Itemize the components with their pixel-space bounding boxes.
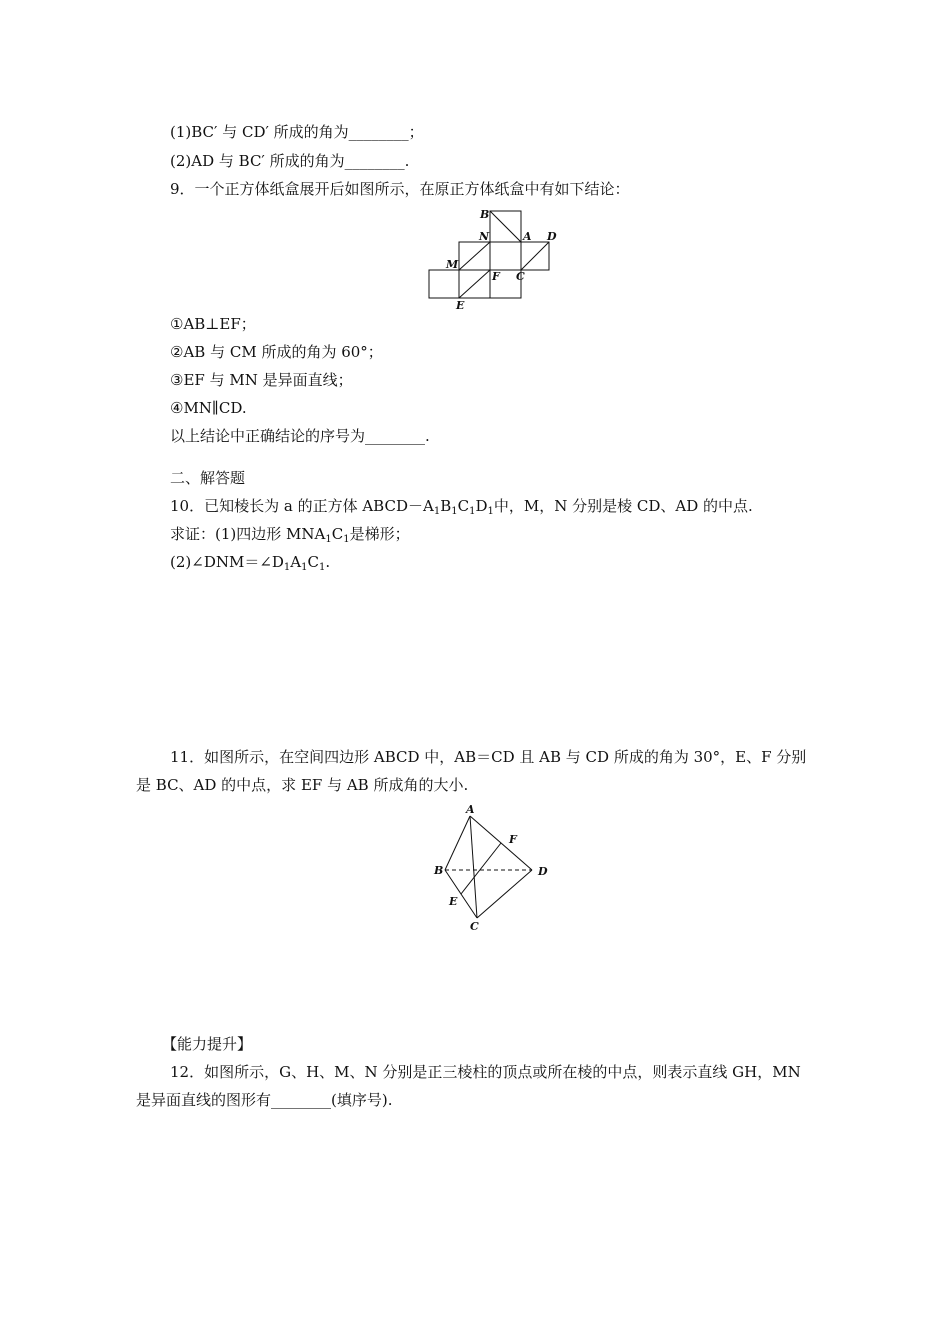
q9-question: 以上结论中正确结论的序号为________. [170, 427, 430, 445]
label-C: C [516, 270, 525, 283]
q11-line-1: 11．如图所示，在空间四边形 ABCD 中，AB＝CD 且 AB 与 CD 所成的角为 30°，E、F 分别 [170, 748, 807, 766]
cube-net-figure [420, 205, 570, 313]
label-B: B [434, 864, 444, 877]
label-E: E [456, 299, 465, 312]
label-A: A [523, 230, 532, 243]
q12-line-1: 12．如图所示，G、H、M、N 分别是正三棱柱的顶点或所在棱的中点，则表示直线 GH，MN [170, 1063, 801, 1081]
q8-part1: (1)BC′ 与 CD′ 所成的角为________； [170, 123, 424, 141]
label-C: C [470, 920, 479, 933]
q10-line-2: 求证：(1)四边形 $MNA_1C_1$是梯形； [170, 525, 410, 545]
label-D: D [547, 230, 557, 243]
q9-conclusion-4: ④MN∥CD. [170, 399, 247, 417]
label-F: F [492, 270, 500, 283]
tetrahedron-figure [428, 802, 556, 936]
q10-line-3: $(2)\angle DNM=\angle D_1A_1C_1$. [170, 553, 331, 573]
q9-conclusion-3: ③EF 与 MN 是异面直线； [170, 371, 353, 389]
q9-stem: 9．一个正方体纸盒展开后如图所示，在原正方体纸盒中有如下结论： [170, 180, 630, 198]
ability-heading: 【能力提升】 [162, 1035, 253, 1053]
q11-line-2: 是 BC、AD 的中点，求 EF 与 AB 所成角的大小. [136, 776, 469, 794]
label-M: M [446, 258, 459, 271]
q8-part2: (2)AD 与 BC′ 所成的角为________. [170, 152, 410, 170]
section-heading: 二、解答题 [170, 469, 246, 487]
q12-line-2: 是异面直线的图形有________(填序号). [136, 1091, 393, 1109]
label-B: B [480, 208, 490, 221]
q9-conclusion-2: ②AB 与 CM 所成的角为 60°； [170, 343, 383, 361]
label-A: A [466, 803, 475, 816]
label-D: D [538, 865, 548, 878]
q10-line-1: 10．已知棱长为 a 的正方体 $ABCD-A_1B_1C_1D_1$中，M，N 分别是棱 CD、AD 的中点. [170, 497, 753, 517]
q9-conclusion-1: ①AB⊥EF； [170, 315, 256, 333]
label-E: E [449, 895, 458, 908]
label-N: N [479, 230, 490, 243]
label-F: F [509, 833, 517, 846]
